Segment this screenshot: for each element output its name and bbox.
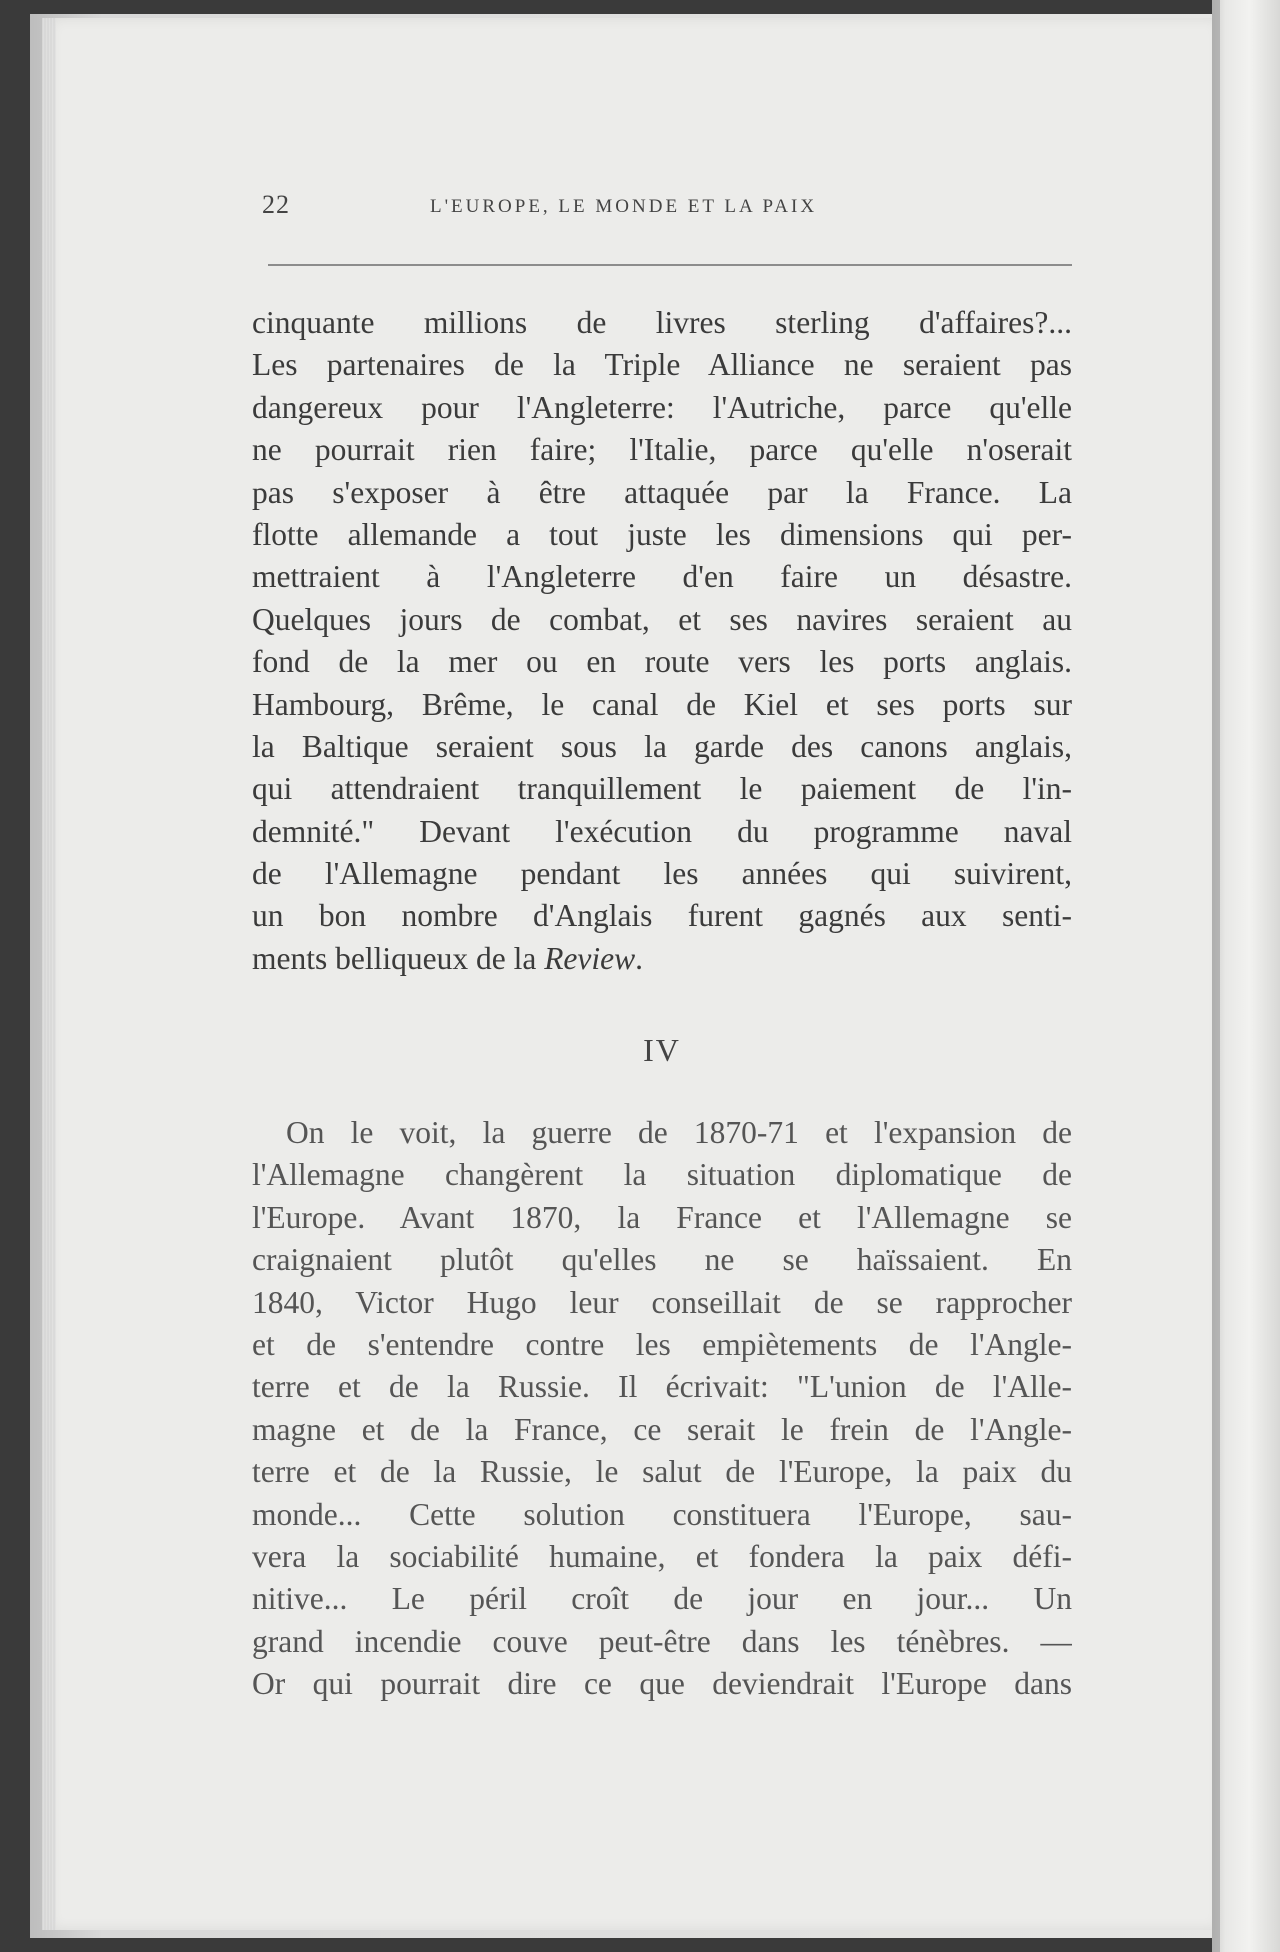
adjacent-page-edge — [1212, 0, 1280, 1952]
text-line: terre et de la Russie. Il écrivait: "L'union de l'Alle- — [252, 1369, 1072, 1405]
text-line: et de s'entendre contre les empiètements de l'Angle- — [252, 1326, 1072, 1362]
text-line: un bon nombre d'Anglais furent gagnés aux senti- — [252, 898, 1072, 934]
text-line: dangereux pour l'Angleterre: l'Autriche, parce qu'elle — [252, 389, 1072, 425]
text-line: pas s'exposer à être attaquée par la France. La — [252, 474, 1072, 510]
text-line: demnité." Devant l'exécution du programme naval — [252, 813, 1072, 849]
text-line: ne pourrait rien faire; l'Italie, parce qu'elle n'oserait — [252, 432, 1072, 468]
page-edge — [42, 18, 56, 1930]
text-line: la Baltique seraient sous la garde des canons anglais, — [252, 728, 1072, 764]
running-title: L'EUROPE, LE MONDE ET LA PAIX — [430, 196, 818, 217]
last-line-suffix: . — [635, 940, 644, 976]
text-line: magne et de la France, ce serait le frein de l'Angle- — [252, 1411, 1072, 1447]
header-rule — [268, 264, 1072, 266]
text-line: Hambourg, Brême, le canal de Kiel et ses ports sur — [252, 686, 1072, 722]
text-line: Quelques jours de combat, et ses navires seraient au — [252, 601, 1072, 637]
text-line: cinquante millions de livres sterling d'affaires?... — [252, 305, 1072, 340]
gutter-shadow — [1212, 0, 1220, 1952]
text-line: l'Allemagne changèrent la situation diplomatique de — [252, 1157, 1072, 1193]
text-line: craignaient plutôt qu'elles ne se haïssaient. En — [252, 1242, 1072, 1278]
text-line: nitive... Le péril croît de jour en jour... Un — [252, 1581, 1072, 1617]
text-line: On le voit, la guerre de 1870-71 et l'expansion de — [286, 1115, 1072, 1150]
text-line: flotte allemande a tout juste les dimensions qui per- — [252, 516, 1072, 552]
text-line: monde... Cette solution constituera l'Europe, sau- — [252, 1496, 1072, 1532]
text-line: mettraient à l'Angleterre d'en faire un désastre. — [252, 559, 1072, 595]
running-header — [262, 190, 1072, 230]
section-heading: IV — [643, 1032, 681, 1068]
text-line: vera la sociabilité humaine, et fondera la paix défi- — [252, 1538, 1072, 1574]
text-line: Or qui pourrait dire ce que deviendrait l'Europe dans — [252, 1666, 1072, 1702]
paragraph-continued — [252, 302, 1072, 980]
page-number: 22 — [262, 190, 290, 219]
text-line: de l'Allemagne pendant les années qui suivirent, — [252, 856, 1072, 892]
text-line: l'Europe. Avant 1870, la France et l'Allemagne se — [252, 1199, 1072, 1235]
text-line-last — [252, 938, 1072, 980]
text-line: qui attendraient tranquillement le paiement de l'in- — [252, 771, 1072, 807]
text-line: grand incendie couve peut-être dans les ténèbres. — — [252, 1623, 1072, 1659]
last-line-prefix: ments belliqueux de la — [252, 940, 545, 976]
text-line: Les partenaires de la Triple Alliance ne seraient pas — [252, 347, 1072, 383]
paragraph-iv — [252, 1112, 1072, 1705]
text-line: fond de la mer ou en route vers les ports anglais. — [252, 644, 1072, 680]
review-title: Review — [544, 940, 636, 976]
text-line: terre et de la Russie, le salut de l'Europe, la paix du — [252, 1454, 1072, 1490]
text-line: 1840, Victor Hugo leur conseillait de se rapprocher — [252, 1284, 1072, 1320]
